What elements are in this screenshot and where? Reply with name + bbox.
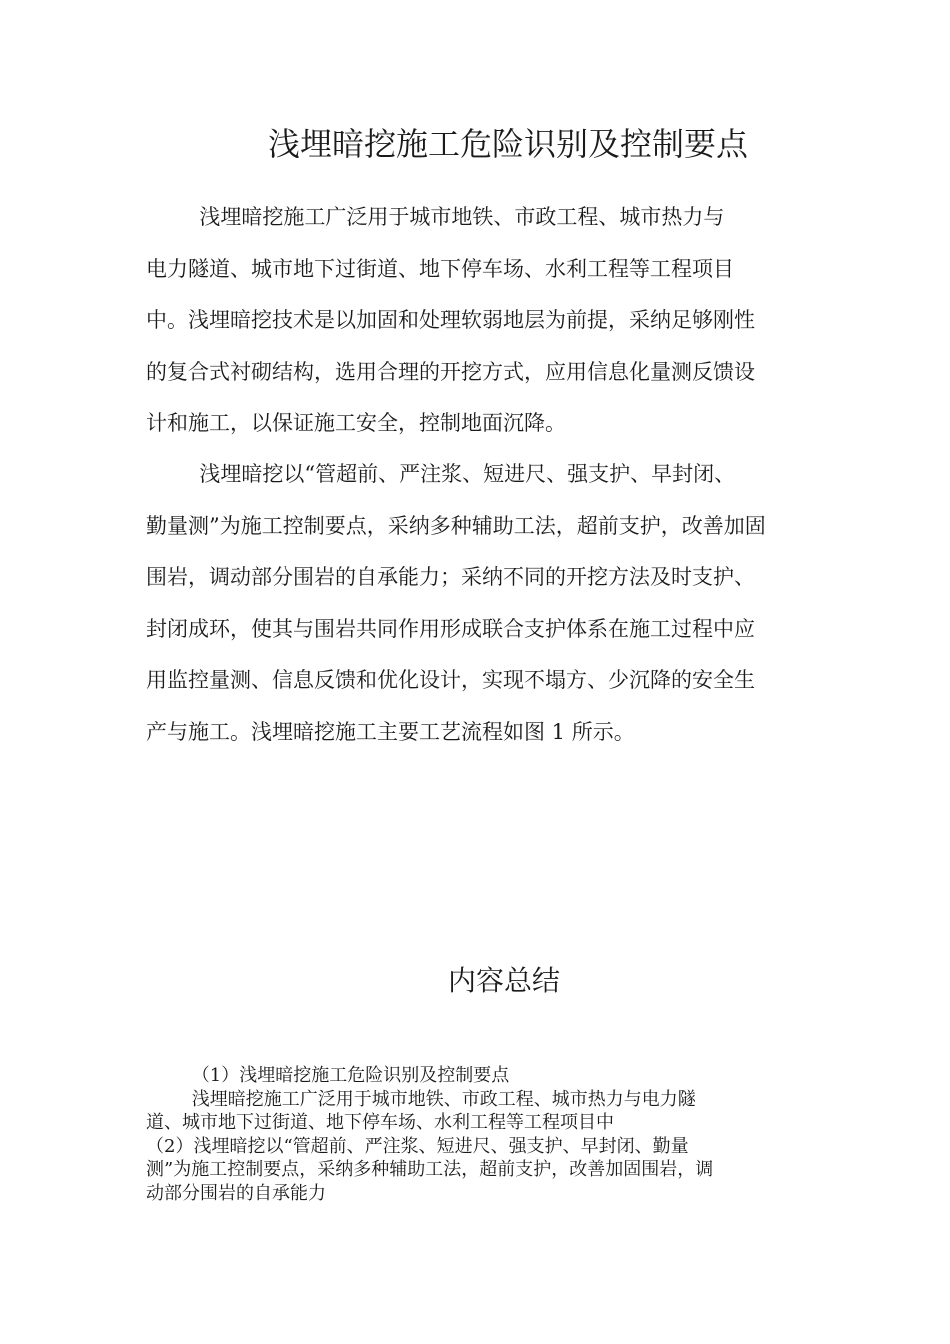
paragraph-line: 产与施工。浅埋暗挖施工主要工艺流程如图 1 所示。: [146, 719, 635, 744]
paragraph-line: 计和施工，以保证施工安全，控制地面沉降。: [146, 411, 566, 435]
paragraph-line: 中。浅埋暗挖技术是以加固和处理软弱地层为前提，采纳足够刚性: [146, 308, 755, 332]
paragraph-line: 勤量测”为施工控制要点，采纳多种辅助工法，超前支护，改善加固: [146, 513, 766, 538]
summary-line: 测”为施工控制要点，采纳多种辅助工法，超前支护，改善加固围岩，调: [146, 1159, 714, 1180]
paragraph-line: 浅埋暗挖以“管超前、严注浆、短进尺、强支护、早封闭、: [146, 462, 736, 486]
summary-line: 道、城市地下过街道、地下停车场、水利工程等工程项目中: [146, 1112, 614, 1133]
document-title: 浅埋暗挖施工危险识别及控制要点: [267, 125, 748, 163]
paragraph-line: 用监控量测、信息反馈和优化设计，实现不塌方、少沉降的安全生: [146, 668, 755, 692]
paragraph-line: 围岩，调动部分围岩的自承能力；采纳不同的开挖方法及时支护、: [146, 565, 755, 589]
summary-block: [146, 1064, 816, 1205]
paragraph-intro: [146, 192, 816, 450]
summary-line: 动部分围岩的自承能力: [146, 1182, 326, 1204]
summary-line: （2）浅埋暗挖以“管超前、严注浆、短进尺、强支护、早封闭、勤量: [146, 1135, 689, 1157]
paragraph-control-points: [146, 449, 816, 758]
paragraph-line: 封闭成环，使其与围岩共同作用形成联合支护体系在施工过程中应: [146, 616, 755, 641]
paragraph-line: 浅埋暗挖施工广泛用于城市地铁、市政工程、城市热力与: [146, 205, 725, 229]
summary-heading: 内容总结: [447, 964, 560, 997]
paragraph-line: 的复合式衬砌结构，选用合理的开挖方式，应用信息化量测反馈设: [146, 359, 755, 384]
summary-line: （1）浅埋暗挖施工危险识别及控制要点: [146, 1065, 510, 1086]
paragraph-line: 电力隧道、城市地下过街道、地下停车场、水利工程等工程项目: [146, 256, 734, 281]
summary-line: 浅埋暗挖施工广泛用于城市地铁、市政工程、城市热力与电力隧: [146, 1088, 696, 1110]
